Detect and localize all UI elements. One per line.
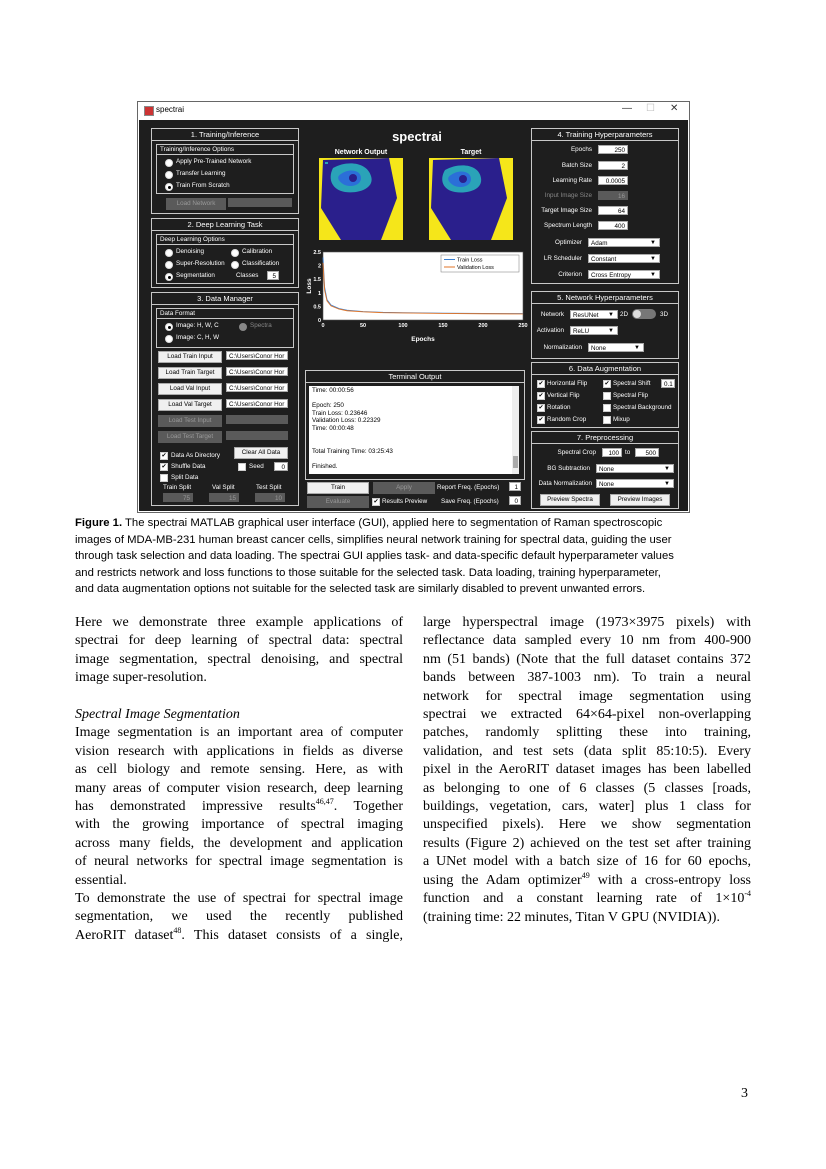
- body-line: network for spectral image segmentation using: [423, 688, 751, 704]
- dropdown-value: Constant: [591, 256, 617, 263]
- criterion-dropdown[interactable]: [588, 270, 660, 279]
- blank-line: [75, 688, 403, 706]
- apply-button[interactable]: Apply: [373, 482, 435, 494]
- body-line-exp: [423, 890, 751, 908]
- panel-training-inference: [151, 128, 299, 214]
- body-line: segmentation, we used the recently published: [75, 909, 403, 925]
- page-number: 3: [741, 1086, 748, 1101]
- train-button[interactable]: Train: [307, 482, 369, 494]
- x-tick-label: 150: [438, 323, 448, 329]
- network-output-label: Network Output: [334, 149, 388, 156]
- terminal-line: Validation Loss: 0.22329: [312, 417, 381, 425]
- terminal-scrollbar[interactable]: [512, 386, 519, 474]
- terminal-line: [312, 395, 519, 403]
- val-target-path[interactable]: C:\Users\Conor Hor: [226, 399, 288, 408]
- caption-line: images of MDA-MB-231 human breast cancer cells, simplifies neural network training for spectral data, guiding the user: [75, 533, 672, 546]
- save-freq-label: Save Freq. (Epochs): [441, 498, 499, 505]
- text-run: . This dataset consists of a single,: [181, 927, 404, 943]
- chevron-down-icon: ▼: [608, 328, 614, 334]
- radio-super-resolution[interactable]: [165, 261, 173, 269]
- legend-train-loss: Train Loss: [457, 257, 483, 264]
- panel-title: 6. Data Augmentation: [532, 363, 678, 375]
- hp-label: Network: [540, 311, 564, 318]
- scrollbar-thumb[interactable]: [513, 456, 518, 468]
- checkbox-label: Split Data: [171, 474, 199, 481]
- split-label: Train Split: [163, 484, 192, 491]
- dropdown-value: None: [599, 481, 615, 488]
- x-tick-label: 50: [359, 323, 367, 329]
- report-freq-label: Report Freq. (Epochs): [437, 484, 500, 491]
- left-column: [75, 614, 403, 945]
- panel-deep-learning-task: [151, 218, 299, 288]
- radio-label: Image: H, W, C: [176, 322, 219, 329]
- radio-label: Apply Pre-Trained Network: [176, 158, 252, 165]
- body-line: patches, randomly splitting these into training,: [423, 725, 751, 741]
- val-input-path[interactable]: C:\Users\Conor Hor: [226, 383, 288, 392]
- dropdown-value: None: [591, 345, 607, 352]
- results-preview-checkbox[interactable]: ✔: [373, 499, 379, 505]
- hp-label: Target Image Size: [541, 207, 592, 214]
- data-as-directory-checkbox[interactable]: ✔: [161, 453, 167, 459]
- body-line: spectrai for deep learning of spectral data: spectral: [75, 633, 403, 649]
- target-image-size-input[interactable]: 64: [598, 206, 628, 215]
- dropdown-value: Adam: [591, 240, 608, 247]
- rotation-checkbox[interactable]: ✔: [538, 405, 544, 411]
- chevron-down-icon: ▼: [650, 240, 656, 246]
- radio-transfer-learning[interactable]: [165, 171, 173, 179]
- val-split-input[interactable]: 15: [209, 493, 239, 502]
- panel-title: 7. Preprocessing: [532, 432, 678, 444]
- hp-label: Data Normalization: [538, 480, 592, 487]
- body-line: bands between 387-1003 nm). To train a neural: [423, 670, 751, 686]
- panel-title: Terminal Output: [306, 371, 524, 383]
- body-line: as belonging to one of 6 classes (5 classes [roads,: [423, 780, 751, 796]
- app-header-title: spectrai: [392, 129, 442, 144]
- split-data-checkbox[interactable]: [160, 474, 168, 482]
- checkbox-label: Mixup: [613, 416, 630, 423]
- section-heading: Spectral Image Segmentation: [75, 707, 240, 723]
- toggle-2d-label: 2D: [620, 311, 629, 318]
- split-label: Test Split: [256, 484, 282, 491]
- radio-label: Calibration: [242, 248, 273, 255]
- minimize-icon[interactable]: —: [622, 103, 632, 114]
- hp-label: Batch Size: [561, 162, 592, 169]
- body-line: many areas of computer vision research, deep learning: [75, 780, 403, 796]
- epochs-input[interactable]: 250: [598, 145, 628, 154]
- hp-label: Spectrum Length: [544, 222, 592, 229]
- chevron-down-icon: ▼: [650, 272, 656, 278]
- crop-from-input[interactable]: 100: [602, 448, 622, 457]
- text-run: with a cross-entropy loss: [589, 872, 752, 888]
- hp-label: Activation: [536, 327, 564, 334]
- radio-denoising[interactable]: [165, 249, 173, 257]
- terminal-line: Time: 00:00:56: [312, 387, 354, 394]
- loss-chart: [305, 245, 531, 345]
- spectral-flip-checkbox[interactable]: [603, 392, 611, 400]
- text-run: has demonstrated impressive results: [75, 799, 316, 815]
- body-line: large hyperspectral image (1973×3975 pixels) with: [423, 615, 751, 630]
- radio-format-chw[interactable]: [165, 335, 173, 343]
- radio-label: Super-Resolution: [176, 260, 225, 267]
- panel-network-hyperparameters: [531, 291, 679, 359]
- load-val-target-button[interactable]: Load Val Target: [158, 399, 222, 411]
- hp-label: BG Subtraction: [547, 465, 590, 472]
- learning-rate-input[interactable]: 0.0005: [598, 176, 628, 185]
- chevron-down-icon: ▼: [650, 256, 656, 262]
- target-label: Target: [460, 149, 482, 156]
- citation: 46,47: [315, 797, 334, 807]
- checkbox-label: Rotation: [547, 404, 571, 411]
- panel-preprocessing: [531, 431, 679, 509]
- panel-data-manager: [151, 292, 299, 506]
- body-line-cited: [75, 927, 403, 945]
- data-normalization-dropdown[interactable]: [596, 479, 674, 488]
- body-line-cited: [423, 872, 751, 890]
- terminal-line: [312, 455, 519, 463]
- radio-classification[interactable]: [231, 261, 239, 269]
- x-tick-label: 250: [518, 323, 528, 329]
- y-tick-label: 0.5: [313, 304, 321, 311]
- dropdown-value: ReLU: [573, 328, 590, 335]
- radio-format-spectra[interactable]: [239, 323, 247, 331]
- y-tick-label: 1.5: [313, 277, 321, 284]
- body-line: reflectance data sampled every 10 nm from 400-900: [423, 633, 751, 649]
- body-line: validation, and test sets (data split 85:10:5). Every: [423, 743, 751, 759]
- y-tick-label: 1: [317, 290, 321, 297]
- citation: 48: [173, 925, 182, 935]
- terminal-line: [312, 433, 519, 441]
- body-line: results (Figure 2) achieved on the test set after training: [423, 835, 751, 851]
- radio-label: Classification: [242, 260, 280, 267]
- load-train-target-button[interactable]: Load Train Target: [158, 367, 222, 379]
- checkbox-label: Random Crop: [547, 416, 587, 423]
- right-column: [423, 614, 751, 927]
- maximize-icon[interactable]: ☐: [646, 103, 655, 114]
- preview-spectra-button[interactable]: Preview Spectra: [540, 494, 600, 506]
- text-run: function and a constant learning rate of 1×10: [423, 891, 745, 907]
- checkbox-label: Spectral Flip: [613, 392, 648, 399]
- checkbox-label: Spectral Background: [613, 404, 672, 411]
- spectral-shift-checkbox[interactable]: ✔: [604, 381, 610, 387]
- body-line: vision research with applications in fields as diverse: [75, 743, 403, 759]
- hp-label: Optimizer: [555, 239, 582, 246]
- deep-learning-options-group: [156, 234, 294, 284]
- hp-label: Spectral Crop: [557, 449, 596, 456]
- chart-legend: [441, 255, 519, 272]
- chevron-down-icon: ▼: [664, 466, 670, 472]
- seed-input[interactable]: 0: [274, 462, 288, 471]
- hp-label: Normalization: [543, 344, 582, 351]
- split-label: Val Split: [212, 484, 235, 491]
- radio-apply-pretrained[interactable]: [165, 159, 173, 167]
- load-test-input-button[interactable]: Load Test Input: [158, 415, 222, 427]
- activation-dropdown[interactable]: [570, 326, 618, 335]
- optimizer-dropdown[interactable]: [588, 238, 660, 247]
- load-train-input-button[interactable]: Load Train Input: [158, 351, 222, 363]
- text-run: using the Adam optimizer: [423, 872, 582, 888]
- x-tick-label: 200: [478, 323, 488, 329]
- classes-input[interactable]: 5: [267, 271, 279, 280]
- classes-label: Classes: [236, 272, 259, 279]
- train-split-input[interactable]: 75: [163, 493, 193, 502]
- radio-format-hwc[interactable]: [165, 323, 173, 331]
- body-line: (training time: 22 minutes, Titan V GPU (NVIDIA)).: [423, 909, 720, 925]
- radio-label: Transfer Learning: [176, 170, 226, 177]
- dropdown-value: Cross Entropy: [591, 272, 631, 279]
- caption-line: and data augmentation options not suitable for the selected task are similarly disabled to prevent unwanted errors.: [75, 583, 646, 596]
- hp-label: Learning Rate: [552, 177, 592, 184]
- load-test-target-button[interactable]: Load Test Target: [158, 431, 222, 443]
- radio-label: Segmentation: [176, 272, 215, 279]
- window-titlebar: [138, 102, 689, 119]
- body-line-cited: [75, 798, 403, 816]
- panel-training-hyperparameters: [531, 128, 679, 284]
- close-icon[interactable]: ✕: [670, 103, 679, 114]
- load-val-input-button[interactable]: Load Val Input: [158, 383, 222, 395]
- toggle-3d-label: 3D: [660, 311, 669, 318]
- radio-label: Train From Scratch: [176, 182, 230, 189]
- group-title: Data Format: [157, 309, 293, 319]
- x-tick-label: 100: [398, 323, 408, 329]
- chevron-down-icon: ▼: [608, 312, 614, 318]
- body-line: image segmentation, spectral denoising, and spectral: [75, 651, 403, 667]
- checkbox-label: Spectral Shift: [613, 380, 651, 387]
- test-target-path[interactable]: [226, 431, 288, 440]
- spectral-shift-input[interactable]: 0.1: [661, 379, 675, 388]
- body-line: across many fields, the development and application: [75, 835, 403, 851]
- dropdown-value: None: [599, 466, 615, 473]
- hp-label: LR Scheduler: [543, 255, 582, 262]
- body-line: pixel in the AeroRIT dataset images has been labelled: [423, 762, 751, 778]
- caption-line: The spectrai MATLAB graphical user interface (GUI), applied here to segmentation of Raman spectroscopic: [122, 517, 663, 529]
- data-format-group: [156, 308, 294, 348]
- radio-calibration[interactable]: [231, 249, 239, 257]
- terminal-line: Epoch: 250: [312, 402, 344, 410]
- normalization-dropdown[interactable]: [588, 343, 644, 352]
- save-freq-input[interactable]: 0: [509, 496, 521, 505]
- checkbox-label: Horizontal Flip: [547, 380, 588, 387]
- load-network-button[interactable]: Load Network: [166, 198, 226, 210]
- y-axis-label: Loss: [306, 278, 313, 294]
- spectral-background-checkbox[interactable]: [603, 404, 611, 412]
- terminal-line: Total Training Time: 03:25:43: [312, 447, 393, 455]
- window-title: spectrai: [156, 105, 185, 114]
- chevron-down-icon: ▼: [634, 345, 640, 351]
- panel-data-augmentation: [531, 362, 679, 428]
- text-run: . Together: [333, 799, 403, 815]
- group-title: Deep Learning Options: [157, 235, 293, 245]
- x-axis-label: Epochs: [411, 336, 435, 343]
- spectrum-length-input[interactable]: 400: [598, 221, 628, 230]
- bg-subtraction-dropdown[interactable]: [596, 464, 674, 473]
- network-output-image: [319, 158, 403, 240]
- figure-label: Figure 1.: [75, 517, 123, 529]
- body-line: essential.: [75, 872, 127, 888]
- lr-scheduler-dropdown[interactable]: [588, 254, 660, 263]
- app-icon: [144, 106, 154, 116]
- network-path-field[interactable]: [228, 198, 292, 207]
- panel-title: 5. Network Hyperparameters: [532, 292, 678, 304]
- train-target-path[interactable]: C:\Users\Conor Hor: [226, 367, 288, 376]
- evaluate-button[interactable]: Evaluate: [307, 496, 369, 508]
- body-line: as cell biology and remote sensing. Here, as with: [75, 762, 403, 778]
- body-line: To demonstrate the use of spectrai for spectral image: [75, 891, 403, 907]
- y-tick-label: 2.5: [313, 250, 321, 256]
- train-input-path[interactable]: C:\Users\Conor Hor: [226, 351, 288, 360]
- body-line: a UNet model with a batch size of 16 for 60 epochs,: [423, 854, 751, 870]
- checkbox-label: Vertical Flip: [547, 392, 580, 399]
- radio-train-from-scratch[interactable]: [165, 183, 173, 191]
- report-freq-input[interactable]: 1: [509, 482, 521, 491]
- gui-body: [139, 120, 688, 511]
- horizontal-flip-checkbox[interactable]: ✔: [538, 381, 544, 387]
- caption-line: through task selection and data loading. The spectrai GUI applies task- and data-specific default hyperparameter values: [75, 550, 674, 563]
- vertical-flip-checkbox[interactable]: ✔: [538, 393, 544, 399]
- dropdown-value: ResUNet: [573, 312, 599, 319]
- hp-label: Input Image Size: [544, 192, 592, 199]
- terminal-line: Finished.: [312, 462, 338, 470]
- body-line: Here we demonstrate three example applications of: [75, 615, 403, 630]
- body-line: spectrai we extracted 64×64-pixel non-overlapping: [423, 707, 751, 723]
- input-image-size-input[interactable]: 16: [598, 191, 628, 200]
- crop-to-label: to: [625, 449, 631, 456]
- training-options-group: [156, 144, 294, 194]
- target-image: [429, 158, 513, 240]
- gui-window: [137, 101, 690, 513]
- body-line: nm (51 bands) (Note that the full dataset contains 372: [423, 651, 751, 667]
- seed-checkbox[interactable]: [238, 463, 246, 471]
- radio-segmentation[interactable]: [165, 273, 173, 281]
- panel-title: 3. Data Manager: [152, 293, 298, 305]
- clear-all-data-button[interactable]: Clear All Data: [234, 447, 288, 459]
- figure-caption: [75, 515, 751, 598]
- text-run: AeroRIT dataset: [75, 927, 174, 943]
- radio-label: Image: C, H, W: [176, 334, 220, 341]
- citation: 49: [581, 870, 590, 880]
- group-title: Training/Inference Options: [157, 145, 293, 155]
- legend-validation-loss: Validation Loss: [457, 265, 494, 271]
- dimension-toggle[interactable]: [632, 309, 656, 319]
- crop-to-input[interactable]: 500: [635, 448, 659, 457]
- exponent: -4: [744, 889, 751, 899]
- body-line: image super-resolution.: [75, 670, 207, 686]
- hp-label: Criterion: [558, 271, 582, 278]
- hp-label: Epochs: [570, 146, 592, 153]
- body-line: unspecified pixels). Here we show segmentation: [423, 817, 751, 833]
- y-tick-label: 2: [317, 263, 321, 270]
- network-dropdown[interactable]: [570, 310, 618, 319]
- panel-title: 1. Training/Inference: [152, 129, 298, 141]
- panel-title: 2. Deep Learning Task: [152, 219, 298, 231]
- test-input-path[interactable]: [226, 415, 288, 424]
- x-tick-label: 0: [321, 323, 325, 329]
- shuffle-data-checkbox[interactable]: ✔: [161, 464, 167, 470]
- mixup-checkbox[interactable]: [603, 416, 611, 424]
- random-crop-checkbox[interactable]: ✔: [538, 417, 544, 423]
- checkbox-label: Data As Directory: [171, 452, 220, 459]
- radio-label: Spectra: [250, 322, 272, 329]
- caption-line: and restricts network and loss functions to those suitable for the selected task. Data loading, training hyperparameter,: [75, 566, 661, 579]
- batch-size-input[interactable]: 2: [598, 161, 628, 170]
- terminal-line: Time: 00:00:48: [312, 424, 354, 432]
- chevron-down-icon: ▼: [664, 481, 670, 487]
- body-line: of neural networks for spectral image segmentation is: [75, 854, 403, 870]
- body-line: Image segmentation is an important area of computer: [75, 725, 403, 741]
- preview-images-button[interactable]: Preview Images: [610, 494, 670, 506]
- terminal-line: Train Loss: 0.23646: [312, 409, 368, 417]
- test-split-input[interactable]: 10: [255, 493, 285, 502]
- body-line: buildings, vegetation, cars, water] plus 1 class for: [423, 799, 751, 815]
- terminal-line: [312, 440, 519, 448]
- radio-label: Denoising: [176, 248, 205, 255]
- terminal-output[interactable]: [309, 386, 519, 474]
- checkbox-label: Seed: [249, 463, 264, 470]
- y-tick-label: 0: [317, 318, 321, 324]
- checkbox-label: Shuffle Data: [171, 463, 206, 470]
- body-line: with the growing importance of spectral imaging: [75, 817, 403, 833]
- panel-title: 4. Training Hyperparameters: [532, 129, 678, 141]
- terminal-panel: [305, 370, 525, 480]
- checkbox-label: Results Preview: [382, 498, 428, 505]
